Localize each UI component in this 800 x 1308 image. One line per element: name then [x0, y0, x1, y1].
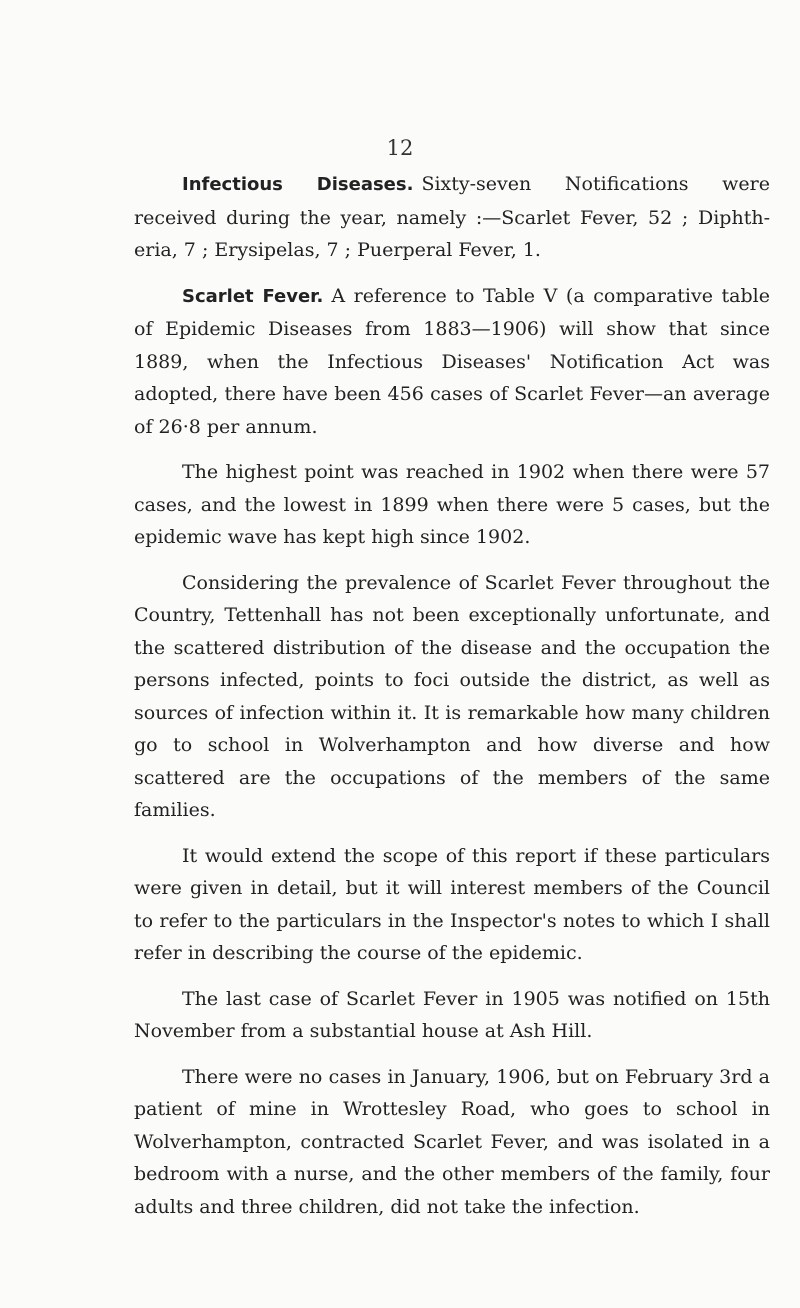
paragraph-scarlet-fever — [134, 280, 770, 444]
document-body — [134, 168, 770, 1236]
paragraph-text: Sixty-seven Notifications were received during the year, namely :—Scarlet Fever, 52 ; Diphth- eria, 7 ; Erysipelas, 7 ; Puerperal Fever, 1. — [134, 173, 770, 261]
paragraph-february-case: There were no cases in January, 1906, but on February 3rd a patient of mine in Wrottesley Road, who goes to school in Wolverhampton, contracted Scarlet Fever, and was isolated in a bedroom with a nurse, and the other members of the family, four adults and three children, did not take the infection. — [134, 1065, 770, 1218]
paragraph-prevalence: Considering the prevalence of Scarlet Fever throughout the Country, Tettenhall has not been exceptionally unfortunate, and the scattered distribution of the disease and the occupation the persons infected, points to foci outside the district, as well as sources of infection within it. It is remarkable how many children go to school in Wolverhampton and how diverse and how scattered are the occupations of the members of the same families. — [134, 571, 770, 821]
section-heading-infectious-diseases: Infectious Diseases. — [182, 174, 414, 195]
paragraph-text: A reference to Table V (a comparative table of Epidemic Diseases from 1883—1906) will show that since 1889, when the Infectious Diseases' Notification Act was adopted, there have been 456 cases of Scarlet Fever—an average of 26·8 per annum. — [134, 284, 770, 438]
paragraph-infectious-diseases — [134, 168, 770, 267]
paragraph-report-scope: It would extend the scope of this report if these particulars were given in detail, but it will interest members of the Council to refer to the particulars in the Inspector's notes to which I shall refer in describing the course of the epidemic. — [134, 844, 770, 964]
paragraph-last-case-1905: The last case of Scarlet Fever in 1905 was notified on 15th November from a substantial house at Ash Hill. — [134, 987, 770, 1042]
section-heading-scarlet-fever: Scarlet Fever. — [182, 285, 324, 307]
page-number: 12 — [386, 136, 414, 160]
paragraph-highest-point: The highest point was reached in 1902 when there were 57 cases, and the lowest in 1899 when there were 5 cases, but the epidemic wave has kept high since 1902. — [134, 461, 770, 548]
